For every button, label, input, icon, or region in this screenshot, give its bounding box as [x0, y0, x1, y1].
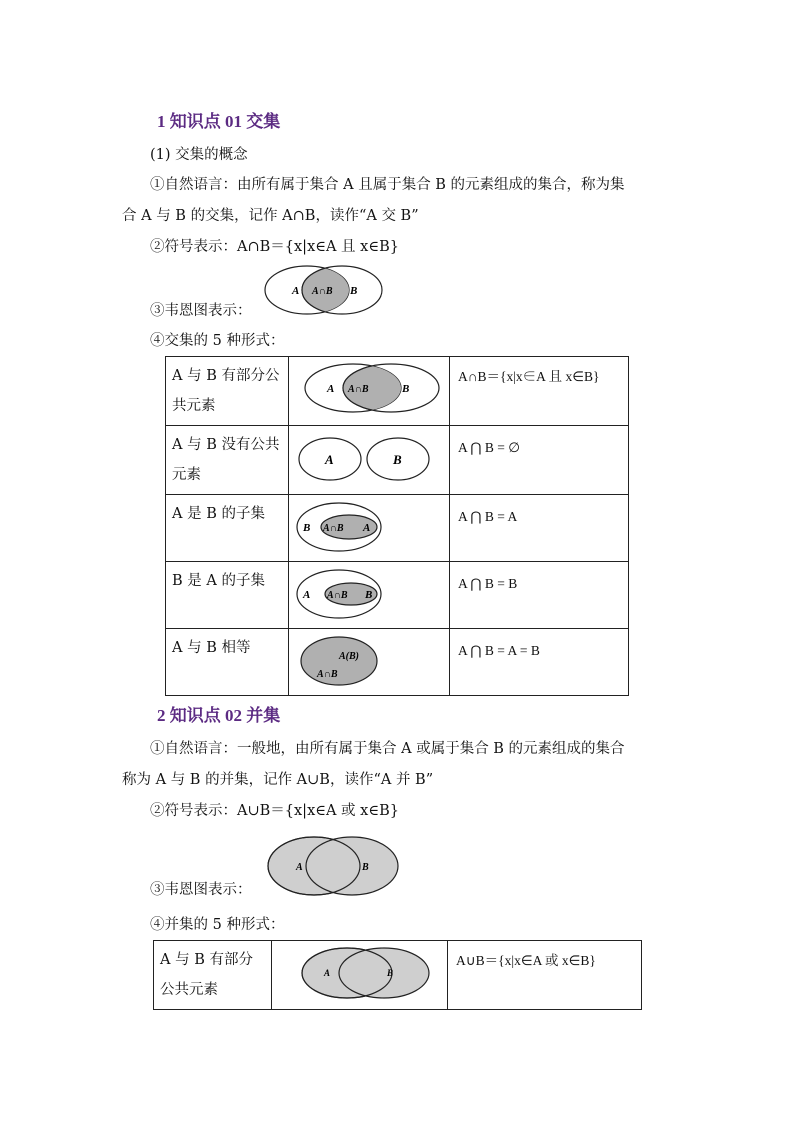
equal-sets-diagram [289, 629, 449, 691]
svg-text:A∩B: A∩B [327, 590, 348, 601]
union-forms-table [153, 940, 642, 1010]
union-natural-line1: ①自然语言：一般地，由所有属于集合 A 或属于集合 B 的元素组成的集合 [150, 741, 625, 757]
svg-text:B: B [362, 862, 369, 873]
svg-text:B: B [393, 452, 402, 467]
row-desc: A 与 B 有部分公共元素 [172, 368, 280, 414]
table-row [166, 562, 629, 629]
svg-text:A: A [327, 383, 335, 395]
disjoint-diagram [289, 426, 449, 488]
row-desc: B 是 A 的子集 [172, 573, 265, 589]
row-formula: A∪B＝{x|x∈A 或 x∈B} [456, 953, 596, 968]
venn-b-label: B [350, 285, 358, 297]
concept-title: (1) 交集的概念 [150, 147, 248, 163]
svg-text:A∩B: A∩B [323, 523, 344, 534]
row-formula: A∩B＝{x|x∈A 且 x∈B} [458, 369, 600, 384]
row-desc: A 与 B 有部分公共元素 [160, 952, 253, 998]
row-formula: A ⋂ B = ∅ [458, 440, 520, 455]
union-venn-label: ③韦恩图表示： [150, 882, 252, 898]
svg-text:B: B [402, 383, 410, 395]
svg-text:B: B [303, 522, 311, 534]
svg-text:A∩B: A∩B [348, 384, 369, 395]
row-desc: A 与 B 相等 [172, 640, 251, 656]
table-row [166, 426, 629, 495]
svg-text:A∩B: A∩B [317, 669, 338, 680]
venn-a-label: A [292, 285, 300, 297]
svg-text:A(B): A(B) [339, 651, 359, 662]
union-natural-line2: 称为 A 与 B 的并集，记作 A∪B，读作“A 并 B” [122, 772, 434, 788]
forms-title: ④交集的 5 种形式： [150, 333, 285, 349]
row-formula: A ⋂ B = B [458, 576, 518, 591]
section2-heading: 2 知识点 02 并集 [157, 706, 281, 725]
row-formula: A ⋂ B = A [458, 509, 518, 524]
section1-heading: 1 知识点 01 交集 [157, 112, 281, 131]
svg-text:B: B [365, 589, 373, 601]
venn-ab-label: A∩B [312, 286, 333, 297]
natural-language-line2: 合 A 与 B 的交集，记作 A∩B，读作“A 交 B” [122, 208, 419, 224]
union-forms-title: ④并集的 5 种形式： [150, 917, 285, 933]
table-row [166, 357, 629, 426]
svg-text:A: A [324, 968, 331, 978]
b-subset-a-diagram [289, 562, 449, 624]
union-partial-overlap-diagram [272, 941, 447, 1003]
natural-language-line1: ①自然语言：由所有属于集合 A 且属于集合 B 的元素组成的集合，称为集 [150, 177, 625, 193]
partial-overlap-diagram [289, 357, 449, 419]
intersection-forms-table [165, 356, 629, 696]
svg-text:A: A [325, 452, 334, 467]
svg-text:A: A [363, 522, 371, 534]
svg-text:A: A [296, 862, 303, 873]
row-formula: A ⋂ B = A = B [458, 643, 540, 658]
union-venn-diagram [266, 834, 402, 898]
row-desc: A 与 B 没有公共元素 [172, 437, 280, 483]
venn-label: ③韦恩图表示： [150, 303, 252, 319]
svg-text:A: A [303, 589, 311, 601]
symbol-line: ②符号表示：A∩B＝{x|x∈A 且 x∈B} [150, 239, 399, 255]
a-subset-b-diagram [289, 495, 449, 557]
table-row [166, 629, 629, 696]
table-row [154, 941, 642, 1010]
intersection-venn-diagram [264, 263, 386, 317]
svg-text:B: B [387, 968, 394, 978]
union-symbol-line: ②符号表示：A∪B＝{x|x∈A 或 x∈B} [150, 803, 399, 819]
row-desc: A 是 B 的子集 [172, 506, 265, 522]
table-row [166, 495, 629, 562]
